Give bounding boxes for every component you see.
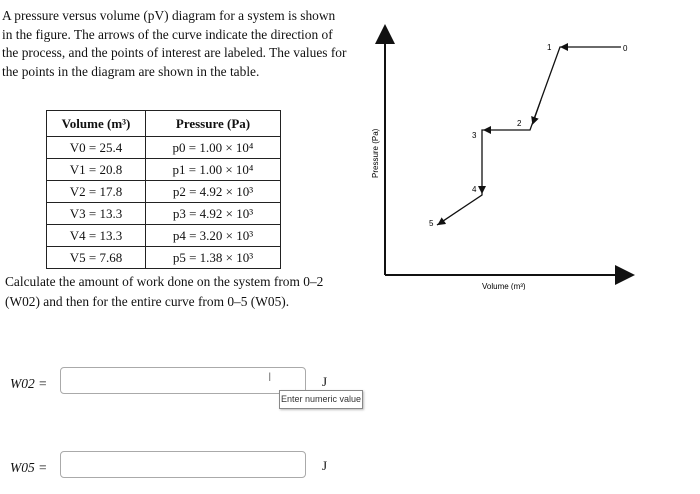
pv-diagram: [365, 20, 645, 290]
volume-cell: V2 = 17.8: [47, 181, 146, 203]
numeric-tooltip: Enter numeric value: [279, 390, 363, 409]
w02-label: W02 =: [10, 376, 48, 391]
question-text: Calculate the amount of work done on the system from 0–2 (W02) and then for the entire curve from 0–5 (W05).: [5, 274, 324, 309]
text-cursor-icon: I: [268, 370, 272, 384]
table-row: [47, 225, 281, 247]
point-label-1: 1: [547, 43, 552, 52]
w02-unit: J: [322, 374, 328, 389]
table-row: [47, 247, 281, 269]
arrow-4-5: [439, 209, 461, 224]
pressure-cell: p0 = 1.00 × 10⁴: [146, 137, 281, 159]
volume-cell: V1 = 20.8: [47, 159, 146, 181]
volume-cell: V4 = 13.3: [47, 225, 146, 247]
w05-input[interactable]: [60, 451, 306, 478]
point-label-5: 5: [429, 219, 434, 228]
y-axis-label: Pressure (Pa): [371, 128, 380, 178]
pressure-cell: p2 = 4.92 × 10³: [146, 181, 281, 203]
pressure-header: Pressure (Pa): [146, 111, 281, 137]
w05-unit: J: [322, 458, 328, 473]
point-label-3: 3: [472, 131, 477, 140]
point-label-2: 2: [517, 119, 522, 128]
data-table: [46, 110, 281, 269]
problem-intro: A pressure versus volume (pV) diagram for a system is shown in the figure. The arrows of the curve indicate the direction of the process, and the points of interest are labeled. The values for the points in the diagram are shown in the table.: [2, 8, 347, 79]
point-label-0: 0: [623, 44, 628, 53]
volume-header: Volume (m³): [47, 111, 146, 137]
pressure-cell: p3 = 4.92 × 10³: [146, 203, 281, 225]
table-row: [47, 181, 281, 203]
pressure-cell: p5 = 1.38 × 10³: [146, 247, 281, 269]
pressure-cell: p4 = 3.20 × 10³: [146, 225, 281, 247]
table-row: [47, 159, 281, 181]
table-row: [47, 203, 281, 225]
w05-label: W05 =: [10, 460, 48, 475]
volume-cell: V3 = 13.3: [47, 203, 146, 225]
x-axis-label: Volume (m³): [482, 282, 526, 290]
volume-cell: V5 = 7.68: [47, 247, 146, 269]
table-row: [47, 137, 281, 159]
volume-cell: V0 = 25.4: [47, 137, 146, 159]
point-label-4: 4: [472, 185, 477, 194]
arrow-1-2: [533, 100, 541, 123]
process-curve: [437, 47, 621, 225]
pressure-cell: p1 = 1.00 × 10⁴: [146, 159, 281, 181]
